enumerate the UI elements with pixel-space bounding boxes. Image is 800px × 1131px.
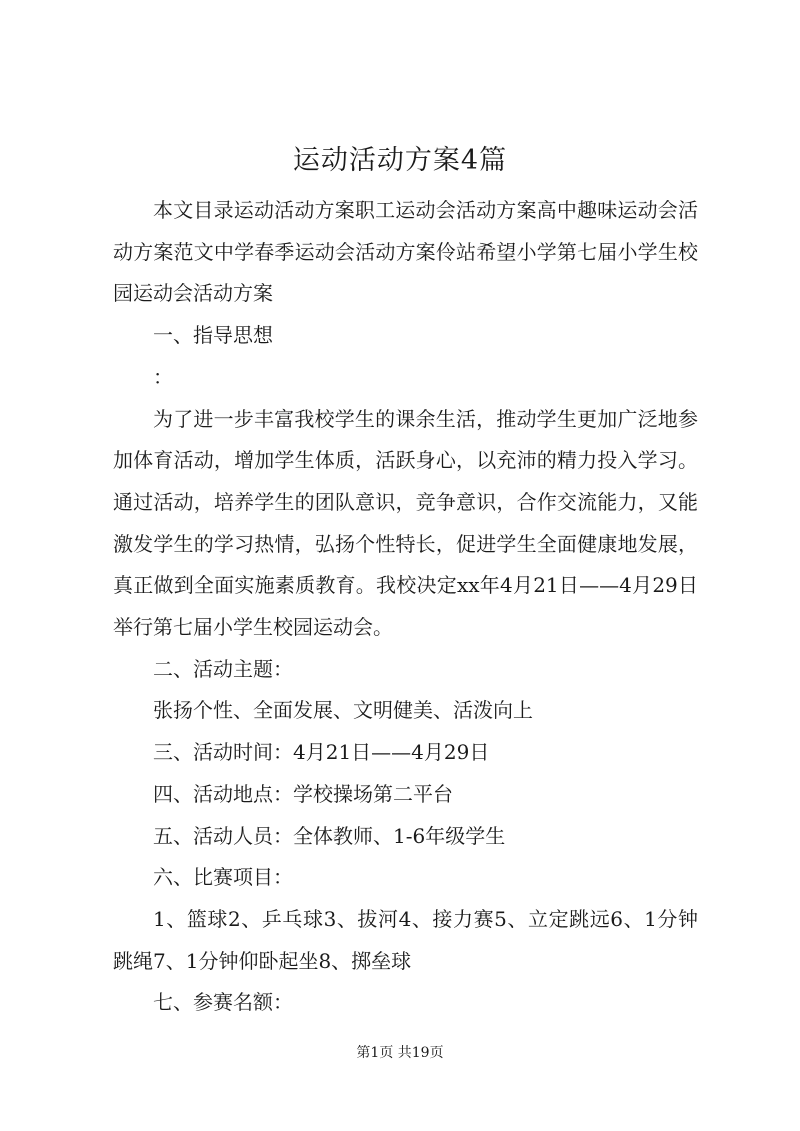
paragraph: 1、篮球2、乒乓球3、拔河4、接力赛5、立定跳远6、1分钟跳绳7、1分钟仰卧起坐8、掷垒球 bbox=[113, 906, 698, 973]
paragraph: 四、活动地点：学校操场第二平台 bbox=[153, 781, 453, 806]
paragraph: 本文目录运动活动方案职工运动会活动方案高中趣味运动会活动方案范文中学春季运动会活动方案伶站希望小学第七届小学生校园运动会活动方案 bbox=[113, 198, 698, 306]
paragraph: 为了进一步丰富我校学生的课余生活，推动学生更加广泛地参加体育活动，增加学生体质，活跃身心，以充沛的精力投入学习。通过活动，培养学生的团队意识，竞争意识，合作交流能力，又能激发学生的学习热情，弘扬个性特长，促进学生全面健康地发展，真正做到全面实施素质教育。我校决定xx年4月21日——4月29日举行第七届小学生校园运动会。 bbox=[113, 406, 698, 640]
paragraph: 七、参赛名额： bbox=[153, 990, 293, 1015]
paragraph: 三、活动时间：4月21日——4月29日 bbox=[153, 740, 490, 765]
paragraph: 五、活动人员：全体教师、1-6年级学生 bbox=[153, 823, 506, 848]
document-body bbox=[113, 190, 698, 1024]
paragraph: ： bbox=[153, 364, 173, 389]
paragraph: 一、指导思想 bbox=[153, 323, 273, 348]
paragraph: 六、比赛项目： bbox=[153, 865, 293, 890]
paragraph: 张扬个性、全面发展、文明健美、活泼向上 bbox=[153, 698, 533, 723]
document-title: 运动活动方案4篇 bbox=[292, 145, 508, 176]
paragraph: 二、活动主题： bbox=[153, 656, 293, 681]
page-footer: 第1页 共19页 bbox=[356, 1045, 444, 1061]
